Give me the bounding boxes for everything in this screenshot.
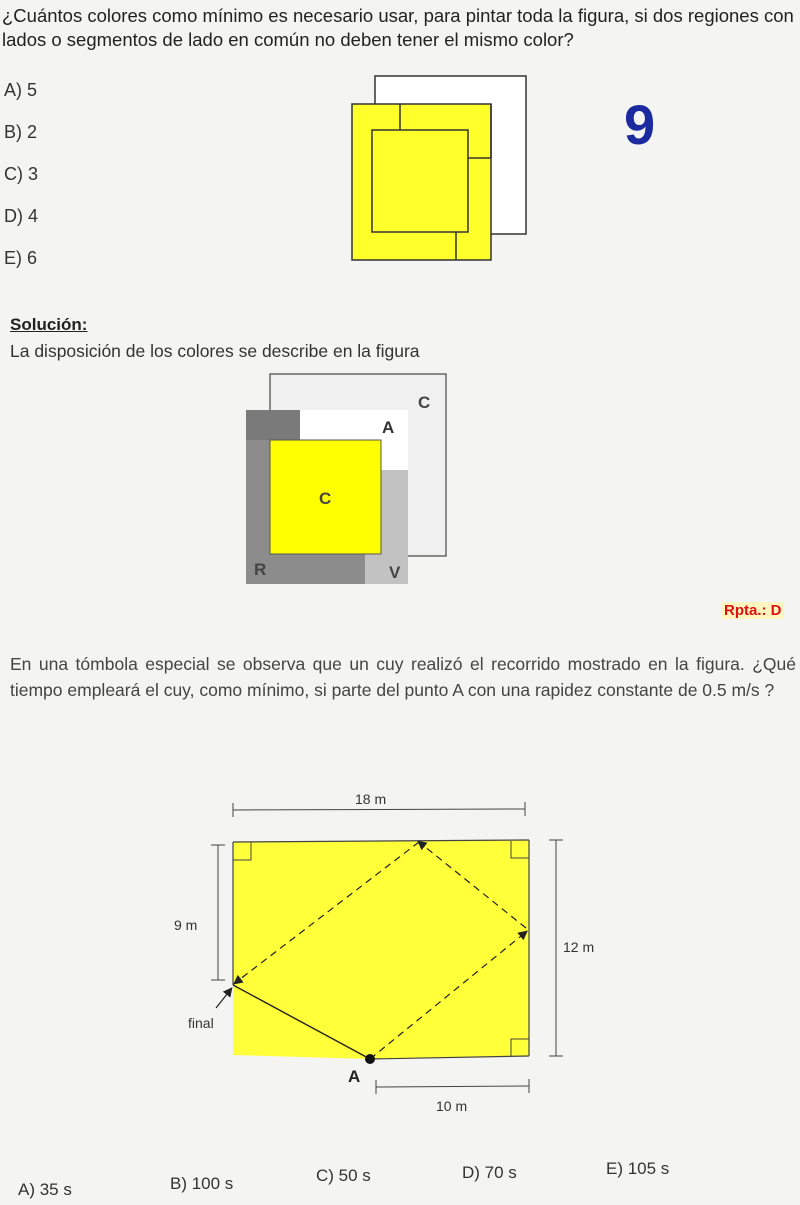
- solution-text: La disposición de los colores se describe en la figura: [10, 341, 420, 361]
- option-c: C) 3: [4, 164, 39, 184]
- option2-e: E) 105 s: [606, 1159, 670, 1178]
- label-a: A: [382, 418, 395, 437]
- option2-c: C) 50 s: [316, 1166, 371, 1185]
- figure-1: [340, 66, 540, 266]
- label-r: R: [254, 560, 267, 579]
- bottom-label: 10 m: [436, 1098, 468, 1114]
- region-dark: [246, 410, 300, 440]
- left-label: 9 m: [174, 917, 198, 933]
- option2-a: A) 35 s: [18, 1180, 72, 1199]
- final-label: final: [188, 1015, 214, 1031]
- figure-2: [170, 780, 610, 1125]
- point-a: [365, 1054, 375, 1064]
- final-arrow: [216, 989, 231, 1008]
- problem-number: 9: [624, 93, 656, 156]
- rectangle-region: [233, 840, 529, 1059]
- region-v-bottom: [365, 554, 408, 584]
- option2-d: D) 70 s: [462, 1163, 517, 1182]
- solution-title: Solución:: [10, 315, 88, 334]
- point-a-label: A: [348, 1067, 361, 1086]
- right-label: 12 m: [563, 939, 595, 955]
- option-a: A) 5: [4, 80, 38, 100]
- width-label: 18 m: [355, 791, 387, 807]
- option-d: D) 4: [4, 206, 39, 226]
- bottom-dimension-line: [376, 1086, 529, 1087]
- region-a-side: [381, 440, 408, 470]
- option-e: E) 6: [4, 248, 38, 268]
- question-2-text: En una tómbola especial se observa que un cuy realizó el recorrido mostrado en la figura. ¿Qué tiempo empleará el cuy, como mínimo, si parte del punto A con una rapidez constante de 0.5 m/s ?: [10, 654, 796, 700]
- inner-square: [372, 130, 468, 232]
- label-c-center: C: [319, 489, 332, 508]
- solution-figure: [240, 370, 450, 590]
- answer-label: Rpta.: D: [724, 602, 782, 619]
- label-v: V: [389, 563, 401, 582]
- top-dimension-line: [233, 809, 525, 810]
- option-b: B) 2: [4, 122, 38, 142]
- label-c-top: C: [418, 393, 431, 412]
- question-1-text: ¿Cuántos colores como mínimo es necesario usar, para pintar toda la figura, si dos regiones con lados o segmentos de lado en común no deben tener el mismo color?: [2, 5, 794, 50]
- option2-b: B) 100 s: [170, 1174, 234, 1193]
